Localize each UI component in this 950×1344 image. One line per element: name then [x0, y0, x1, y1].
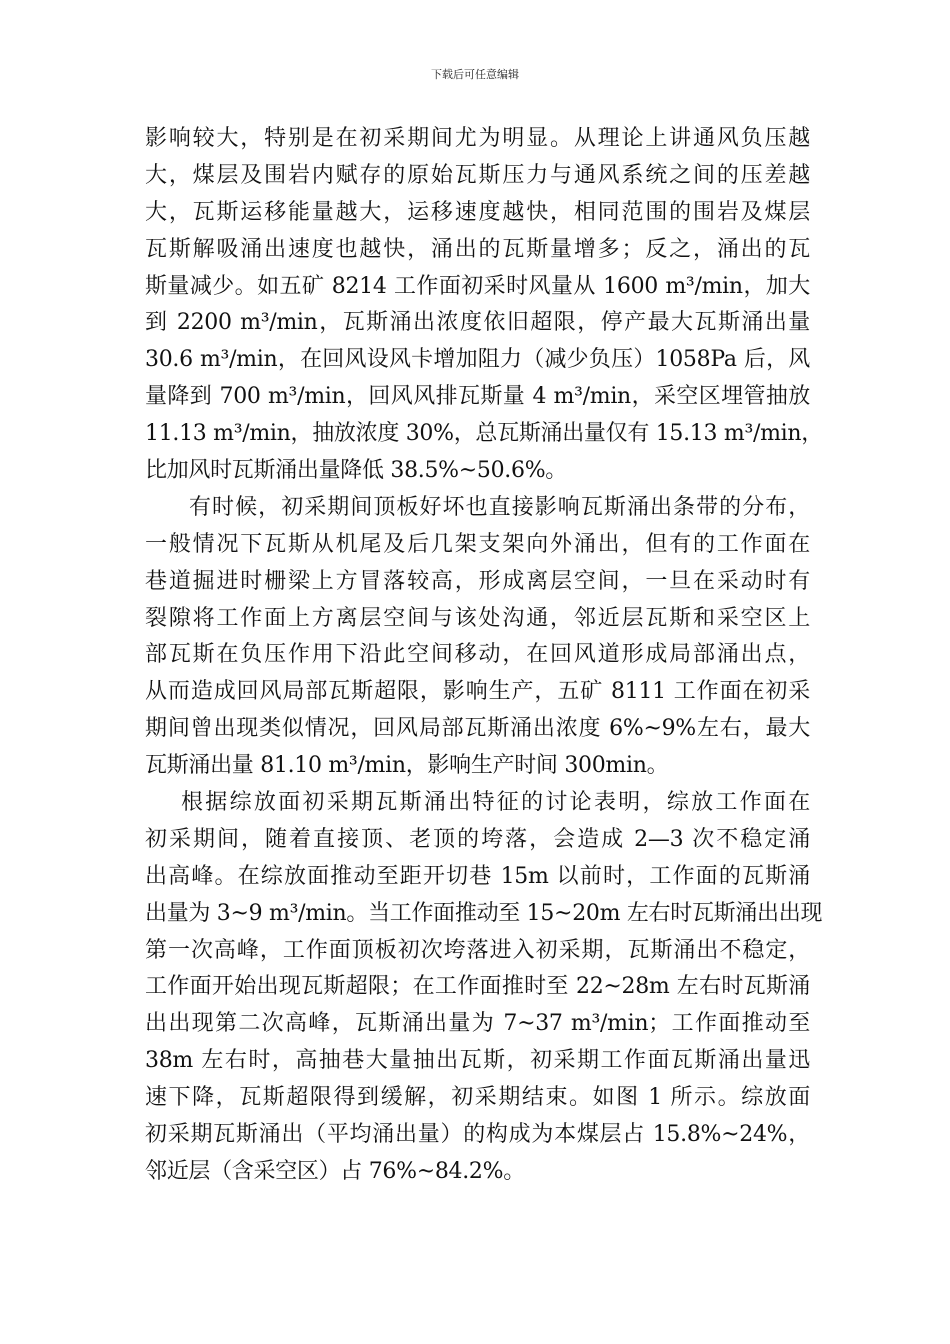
text-line: 裂隙将工作面上方离层空间与该处沟通，邻近层瓦斯和采空区上	[145, 605, 810, 631]
text-line: 大，瓦斯运移能量越大，运移速度越快，相同范围的围岩及煤层	[145, 199, 810, 225]
text-line: 出高峰。在综放面推动至距开切巷 15m 以前时，工作面的瓦斯涌	[145, 863, 810, 889]
text-line: 根据综放面初采期瓦斯涌出特征的讨论表明，综放工作面在	[181, 790, 810, 816]
paragraph-3	[145, 785, 823, 1191]
text-line: 瓦斯涌出量 81.10 m³/min，影响生产时间 300min。	[145, 753, 669, 779]
text-line: 瓦斯解吸涌出速度也越快，涌出的瓦斯量增多；反之，涌出的瓦	[145, 236, 810, 262]
text-line: 有时候，初采期间顶板好坏也直接影响瓦斯涌出条带的分布，	[189, 494, 810, 520]
page-header: 下载后可任意编辑	[431, 68, 519, 81]
text-line: 一般情况下瓦斯从机尾及后几架支架向外涌出，但有的工作面在	[145, 531, 810, 557]
text-line: 工作面开始出现瓦斯超限；在工作面推时至 22~28m 左右时瓦斯涌	[145, 974, 810, 1000]
paragraph-1	[145, 121, 823, 490]
text-line: 量降到 700 m³/min，回风风排瓦斯量 4 m³/min，采空区埋管抽放	[145, 384, 810, 410]
text-line: 部瓦斯在负压作用下沿此空间移动，在回风道形成局部涌出点，	[145, 642, 810, 668]
text-line: 11.13 m³/min，抽放浓度 30%，总瓦斯涌出量仅有 15.13 m³/min，	[145, 421, 823, 447]
text-line: 第一次高峰，工作面顶板初次垮落进入初采期，瓦斯涌出不稳定，	[145, 937, 810, 963]
text-line: 出出现第二次高峰，瓦斯涌出量为 7~37 m³/min；工作面推动至	[145, 1011, 810, 1037]
text-line: 大，煤层及围岩内赋存的原始瓦斯压力与通风系统之间的压差越	[145, 162, 810, 188]
text-line: 影响较大，特别是在初采期间尤为明显。从理论上讲通风负压越	[145, 126, 810, 151]
text-line: 到 2200 m³/min，瓦斯涌出浓度依旧超限，停产最大瓦斯涌出量	[145, 310, 810, 336]
text-line: 初采期间，随着直接顶、老顶的垮落，会造成 2—3 次不稳定涌	[145, 826, 810, 852]
text-line: 30.6 m³/min，在回风设风卡增加阻力（减少负压）1058Pa 后，风	[145, 347, 810, 373]
text-line: 巷道掘进时栅梁上方冒落较高，形成离层空间，一旦在采动时有	[145, 568, 810, 594]
text-line: 38m 左右时，高抽巷大量抽出瓦斯，初采期工作面瓦斯涌出量迅	[145, 1048, 810, 1074]
text-line: 邻近层（含采空区）占 76%~84.2%。	[145, 1158, 525, 1184]
document-body	[145, 121, 823, 1191]
text-line: 斯量减少。如五矿 8214 工作面初采时风量从 1600 m³/min，加大	[145, 273, 810, 299]
text-line: 比加风时瓦斯涌出量降低 38.5%~50.6%。	[145, 458, 568, 484]
text-line: 出量为 3~9 m³/min。当工作面推动至 15~20m 左右时瓦斯涌出出现	[145, 900, 823, 926]
text-line: 速下降，瓦斯超限得到缓解，初采期结束。如图 1 所示。综放面	[145, 1085, 810, 1111]
text-line: 从而造成回风局部瓦斯超限，影响生产，五矿 8111 工作面在初采	[145, 679, 810, 705]
paragraph-2	[145, 490, 810, 785]
text-line: 初采期瓦斯涌出（平均涌出量）的构成为本煤层占 15.8%~24%，	[145, 1122, 810, 1148]
text-line: 期间曾出现类似情况，回风局部瓦斯涌出浓度 6%~9%左右，最大	[145, 716, 810, 742]
